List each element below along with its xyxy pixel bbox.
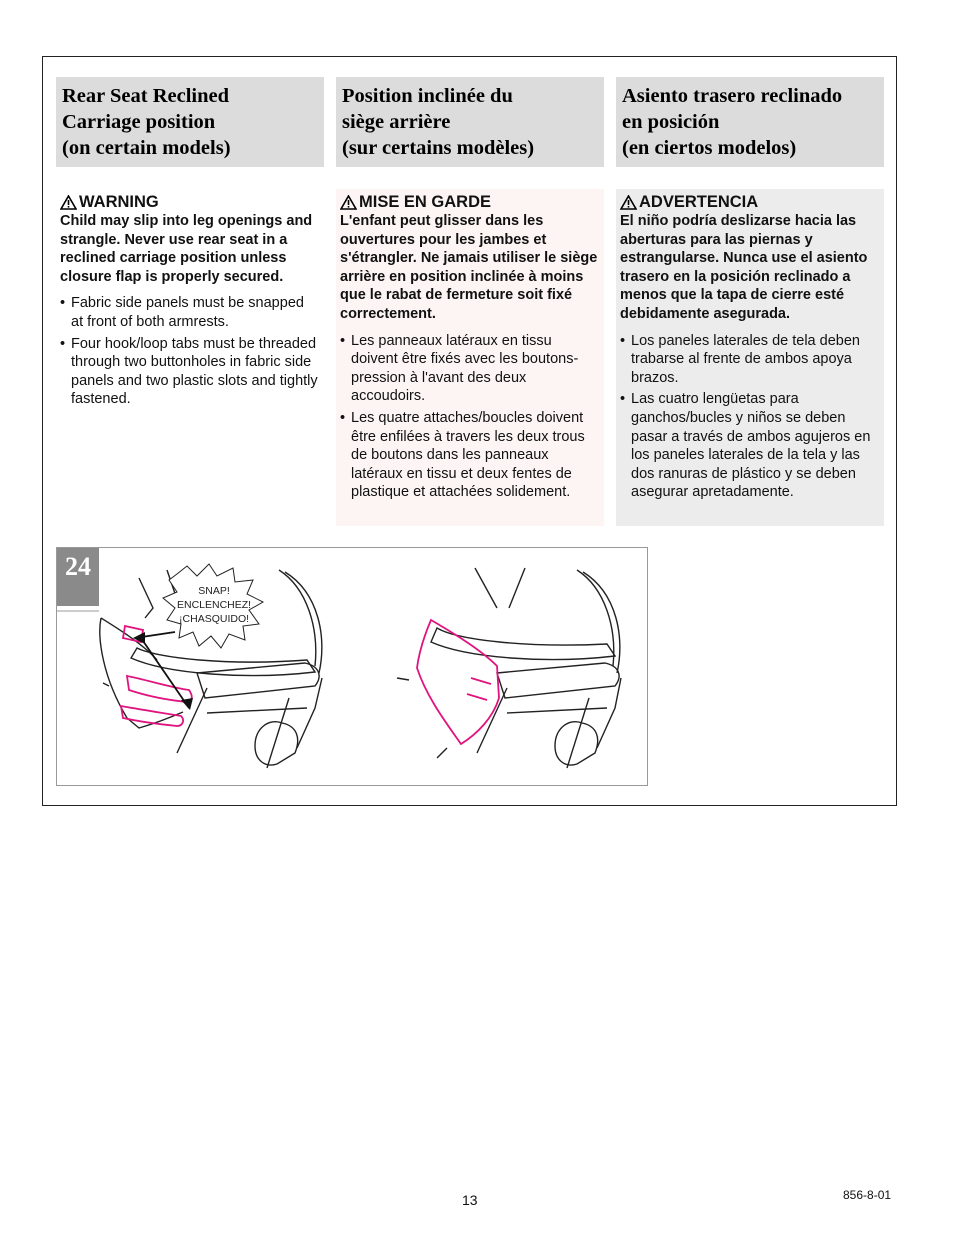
snap-arrow: [135, 632, 189, 708]
step-number: 24: [57, 548, 99, 606]
warning-triangle-icon: [340, 195, 357, 210]
callout-line: SNAP!: [198, 585, 230, 597]
header-line: (sur certains modèles): [342, 137, 535, 159]
warning-text: Child may slip into leg openings and strangle. Never use rear seat in a reclined carriage position unless closure flap is properly secured.: [60, 213, 313, 285]
header-line: Asiento trasero reclinado: [622, 85, 843, 107]
header-french: [336, 77, 604, 167]
warning-title: [60, 193, 320, 211]
instruction-list: [60, 294, 320, 409]
callout-line: ENCLENCHEZ!: [177, 599, 252, 611]
callout-line: ¡CHASQUIDO!: [179, 613, 250, 625]
list-item: • Los paneles laterales de tela deben trabarse al frente de ambos apoya brazos.: [620, 332, 880, 388]
warning-title: [340, 193, 600, 211]
header-line: Rear Seat Reclined: [62, 85, 230, 107]
header-spanish: [616, 77, 884, 167]
header-line: Position inclinée du: [342, 85, 513, 107]
document-code: 856-8-01: [843, 1188, 892, 1202]
list-item: • Fabric side panels must be snapped at front of both armrests.: [60, 294, 320, 331]
closure-flap-right: [417, 620, 499, 744]
list-item: • Les panneaux latéraux en tissu doivent être fixés avec les boutons-pression à l'avant des deux accoudoirs.: [340, 332, 600, 406]
warning-triangle-icon: [620, 195, 637, 210]
warning-title: [620, 193, 880, 211]
column-french: [336, 189, 604, 526]
illustration-panel: [56, 547, 648, 786]
page-number: 13: [462, 1192, 478, 1208]
column-english: [56, 189, 324, 429]
header-line: siège arrière: [342, 111, 451, 133]
instruction-list: [620, 332, 880, 502]
warning-title-text: MISE EN GARDE: [359, 193, 492, 211]
stroller-illustration: [57, 548, 647, 785]
stroller-right-drawing: [397, 568, 621, 768]
warning-text: El niño podría deslizarse hacia las aberturas para las piernas y estrangularse. Nunca use el asiento trasero en la posición reclinado a menos que la tapa de cierre esté debidamente asegurada.: [620, 213, 868, 322]
list-item: • Las cuatro lengüetas para ganchos/bucles y niños se deben pasar a través de ambos agujeros en los paneles laterales de la tela y las dos ranuras de plástico y se deben asegurar apretadamente.: [620, 390, 880, 502]
list-item: • Les quatre attaches/boucles doivent être enfilées à travers les deux trous de boutons dans les panneaux latéraux en tissu et deux fentes de plastique et attachées solidement.: [340, 409, 600, 502]
instruction-list: [340, 332, 600, 502]
header-english: [56, 77, 324, 167]
list-item: • Four hook/loop tabs must be threaded through two buttonholes in fabric side panels and two plastic slots and tightly fastened.: [60, 335, 320, 409]
snap-callout: [177, 584, 251, 626]
warning-title-text: ADVERTENCIA: [639, 193, 759, 211]
warning-title-text: WARNING: [79, 193, 159, 211]
closure-flap-left: [121, 626, 192, 726]
warning-text: L'enfant peut glisser dans les ouvertures pour les jambes et s'étrangler. Ne jamais utiliser le siège arrière en position inclinée à moins que le rabat de fermeture soit fixé correctement.: [340, 213, 598, 322]
warning-triangle-icon: [60, 195, 77, 210]
header-line: (on certain models): [62, 137, 231, 159]
column-spanish: [616, 189, 884, 526]
header-line: Carriage position: [62, 111, 216, 133]
header-line: en posición: [622, 111, 720, 133]
header-line: (en ciertos modelos): [622, 137, 797, 159]
